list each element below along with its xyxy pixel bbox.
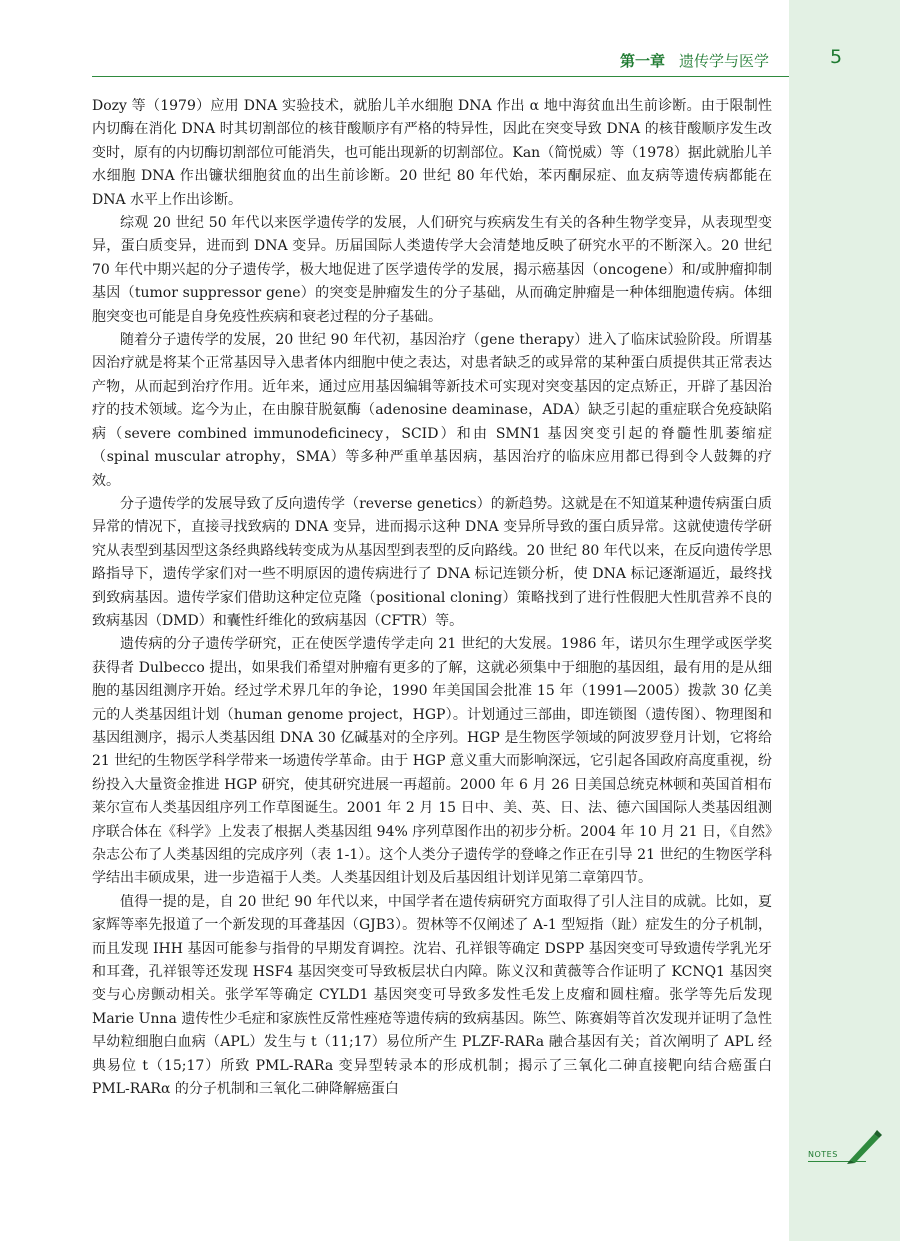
chapter-title: 遗传学与医学 <box>678 52 769 70</box>
paragraph-5: 遗传病的分子遗传学研究，正在使医学遗传学走向 21 世纪的大发展。1986 年，诺贝尔生理学或医学奖获得者 Dulbecco 提出，如果我们希望对肿瘤有更多的了解，这就必须集中于细胞的基因组，最有用的是从细胞的基因组测序开始。经过学术界几年的争论，1990 年美国国会批准 15 年（1991—2005）拨款 30 亿美元的人类基因组计划（human genome project，HGP）。计划通过三部曲，即连锁图（遗传图）、物理图和基因组测序，揭示人类基因组 DNA 30 亿碱基对的全序列。HGP 是生物医学领域的阿波罗登月计划，它将给 21 世纪的生物医学科学带来一场遗传学革命。由于 HGP 意义重大而影响深远，它引起各国政府高度重视，纷纷投入大量资金推进 HGP 研究，使其研究进展一再超前。2000 年 6 月 26 日美国总统克林顿和英国首相布莱尔宣布人类基因组序列工作草图诞生。2001 年 2 月 15 日中、美、英、日、法、德六国国际人类基因组测序联合体在《科学》上发表了根据人类基因组 94% 序列草图作出的初步分析。2004 年 10 月 21 日，《自然》杂志公布了人类基因组的完成序列（表 1-1）。这个人类分子遗传学的登峰之作正在引导 21 世纪的生物医学科学结出丰硕成果，进一步造福于人类。人类基因组计划及后基因组计划详见第二章第四节。 <box>92 636 772 887</box>
paragraph-6: 值得一提的是，自 20 世纪 90 年代以来，中国学者在遗传病研究方面取得了引人注目的成就。比如，夏家辉等率先报道了一个新发现的耳聋基因（GJB3）。贺林等不仅阐述了 A-1 型短指（趾）症发生的分子机制，而且发现 IHH 基因可能参与指骨的早期发育调控。沈岩、孔祥银等确定 DSPP 基因突变可导致遗传学乳光牙和耳聋，孔祥银等还发现 HSF4 基因突变可导致板层状白内障。陈义汉和黄薇等合作证明了 KCNQ1 基因突变与心房颤动相关。张学军等确定 CYLD1 基因突变可导致多发性毛发上皮瘤和圆柱瘤。张学等先后发现 Marie Unna 遗传性少毛症和家族性反常性痤疮等遗传病的致病基因。陈竺、陈赛娟等首次发现并证明了急性早幼粒细胞白血病（APL）发生与 t（11;17）易位所产生 PLZF-RARa 融合基因有关；首次阐明了 APL 经典易位 t（15;17）所致 PML-RARa 变异型转录本的形成机制；揭示了三氧化二砷直接靶向结合癌蛋白 PML-RARα 的分子机制和三氧化二砷降解癌蛋白 <box>92 893 772 1098</box>
paragraph-1: Dozy 等（1979）应用 DNA 实验技术，就胎儿羊水细胞 DNA 作出 α 地中海贫血出生前诊断。由于限制性内切酶在消化 DNA 时其切割部位的核苷酸顺序有严格的特异性，因此在突变导致 DNA 的核苷酸顺序发生改变时，原有的内切酶切割部位可能消失，也可能出现新的切割部位。Kan（简悦威）等（1978）据此就胎儿羊水细胞 DNA 作出镰状细胞贫血的出生前诊断。20 世纪 80 年代始，苯丙酮尿症、血友病等遗传病都能在 DNA 水平上作出诊断。 <box>92 98 772 208</box>
running-header <box>92 46 789 77</box>
paragraph-2: 综观 20 世纪 50 年代以来医学遗传学的发展，人们研究与疾病发生有关的各种生物学变异，从表现型变异，蛋白质变异，进而到 DNA 变异。历届国际人类遗传学大会清楚地反映了研究水平的不断深入。20 世纪 70 年代中期兴起的分子遗传学，极大地促进了医学遗传学的发展，揭示癌基因（oncogene）和/或肿瘤抑制基因（tumor suppressor gene）的突变是肿瘤发生的分子基础，从而确定肿瘤是一种体细胞遗传病。体细胞突变也可能是自身免疫性疾病和衰老过程的分子基础。 <box>92 215 772 325</box>
body-text <box>92 95 772 1101</box>
chapter-label: 第一章 <box>619 52 665 70</box>
notes-label: NOTES <box>808 1150 838 1159</box>
paragraph-3: 随着分子遗传学的发展，20 世纪 90 年代初，基因治疗（gene therapy）进入了临床试验阶段。所谓基因治疗就是将某个正常基因导入患者体内细胞中使之表达，对患者缺乏的或异常的某种蛋白质提供其正常表达产物，从而起到治疗作用。近年来，通过应用基因编辑等新技术可实现对突变基因的定点矫正，开辟了基因治疗的技术领域。迄今为止，在由腺苷脱氨酶（adenosine deaminase，ADA）缺乏引起的重症联合免疫缺陷病（severe combined immunodeficinecy，SCID）和由 SMN1 基因突变引起的脊髓性肌萎缩症（spinal muscular atrophy，SMA）等多种严重单基因病，基因治疗的临床应用都已得到令人鼓舞的疗效。 <box>92 332 772 489</box>
notes-marker <box>808 1128 888 1168</box>
page-number: 5 <box>830 46 843 68</box>
margin-band <box>789 0 900 1241</box>
pen-icon <box>844 1128 884 1164</box>
chapter-heading <box>620 50 769 71</box>
paragraph-4: 分子遗传学的发展导致了反向遗传学（reverse genetics）的新趋势。这就是在不知道某种遗传病蛋白质异常的情况下，直接寻找致病的 DNA 变异，进而揭示这种 DNA 变异所导致的蛋白质异常。这就使遗传学研究从表型到基因型这条经典路线转变成为从基因型到表型的反向路线。20 世纪 80 年代以来，在反向遗传学思路指导下，遗传学家们对一些不明原因的遗传病进行了 DNA 标记连锁分析，使 DNA 标记逐渐逼近，最终找到致病基因。遗传学家们借助这种定位克隆（positional cloning）策略找到了进行性假肥大性肌营养不良的致病基因（DMD）和囊性纤维化的致病基因（CFTR）等。 <box>92 495 772 629</box>
